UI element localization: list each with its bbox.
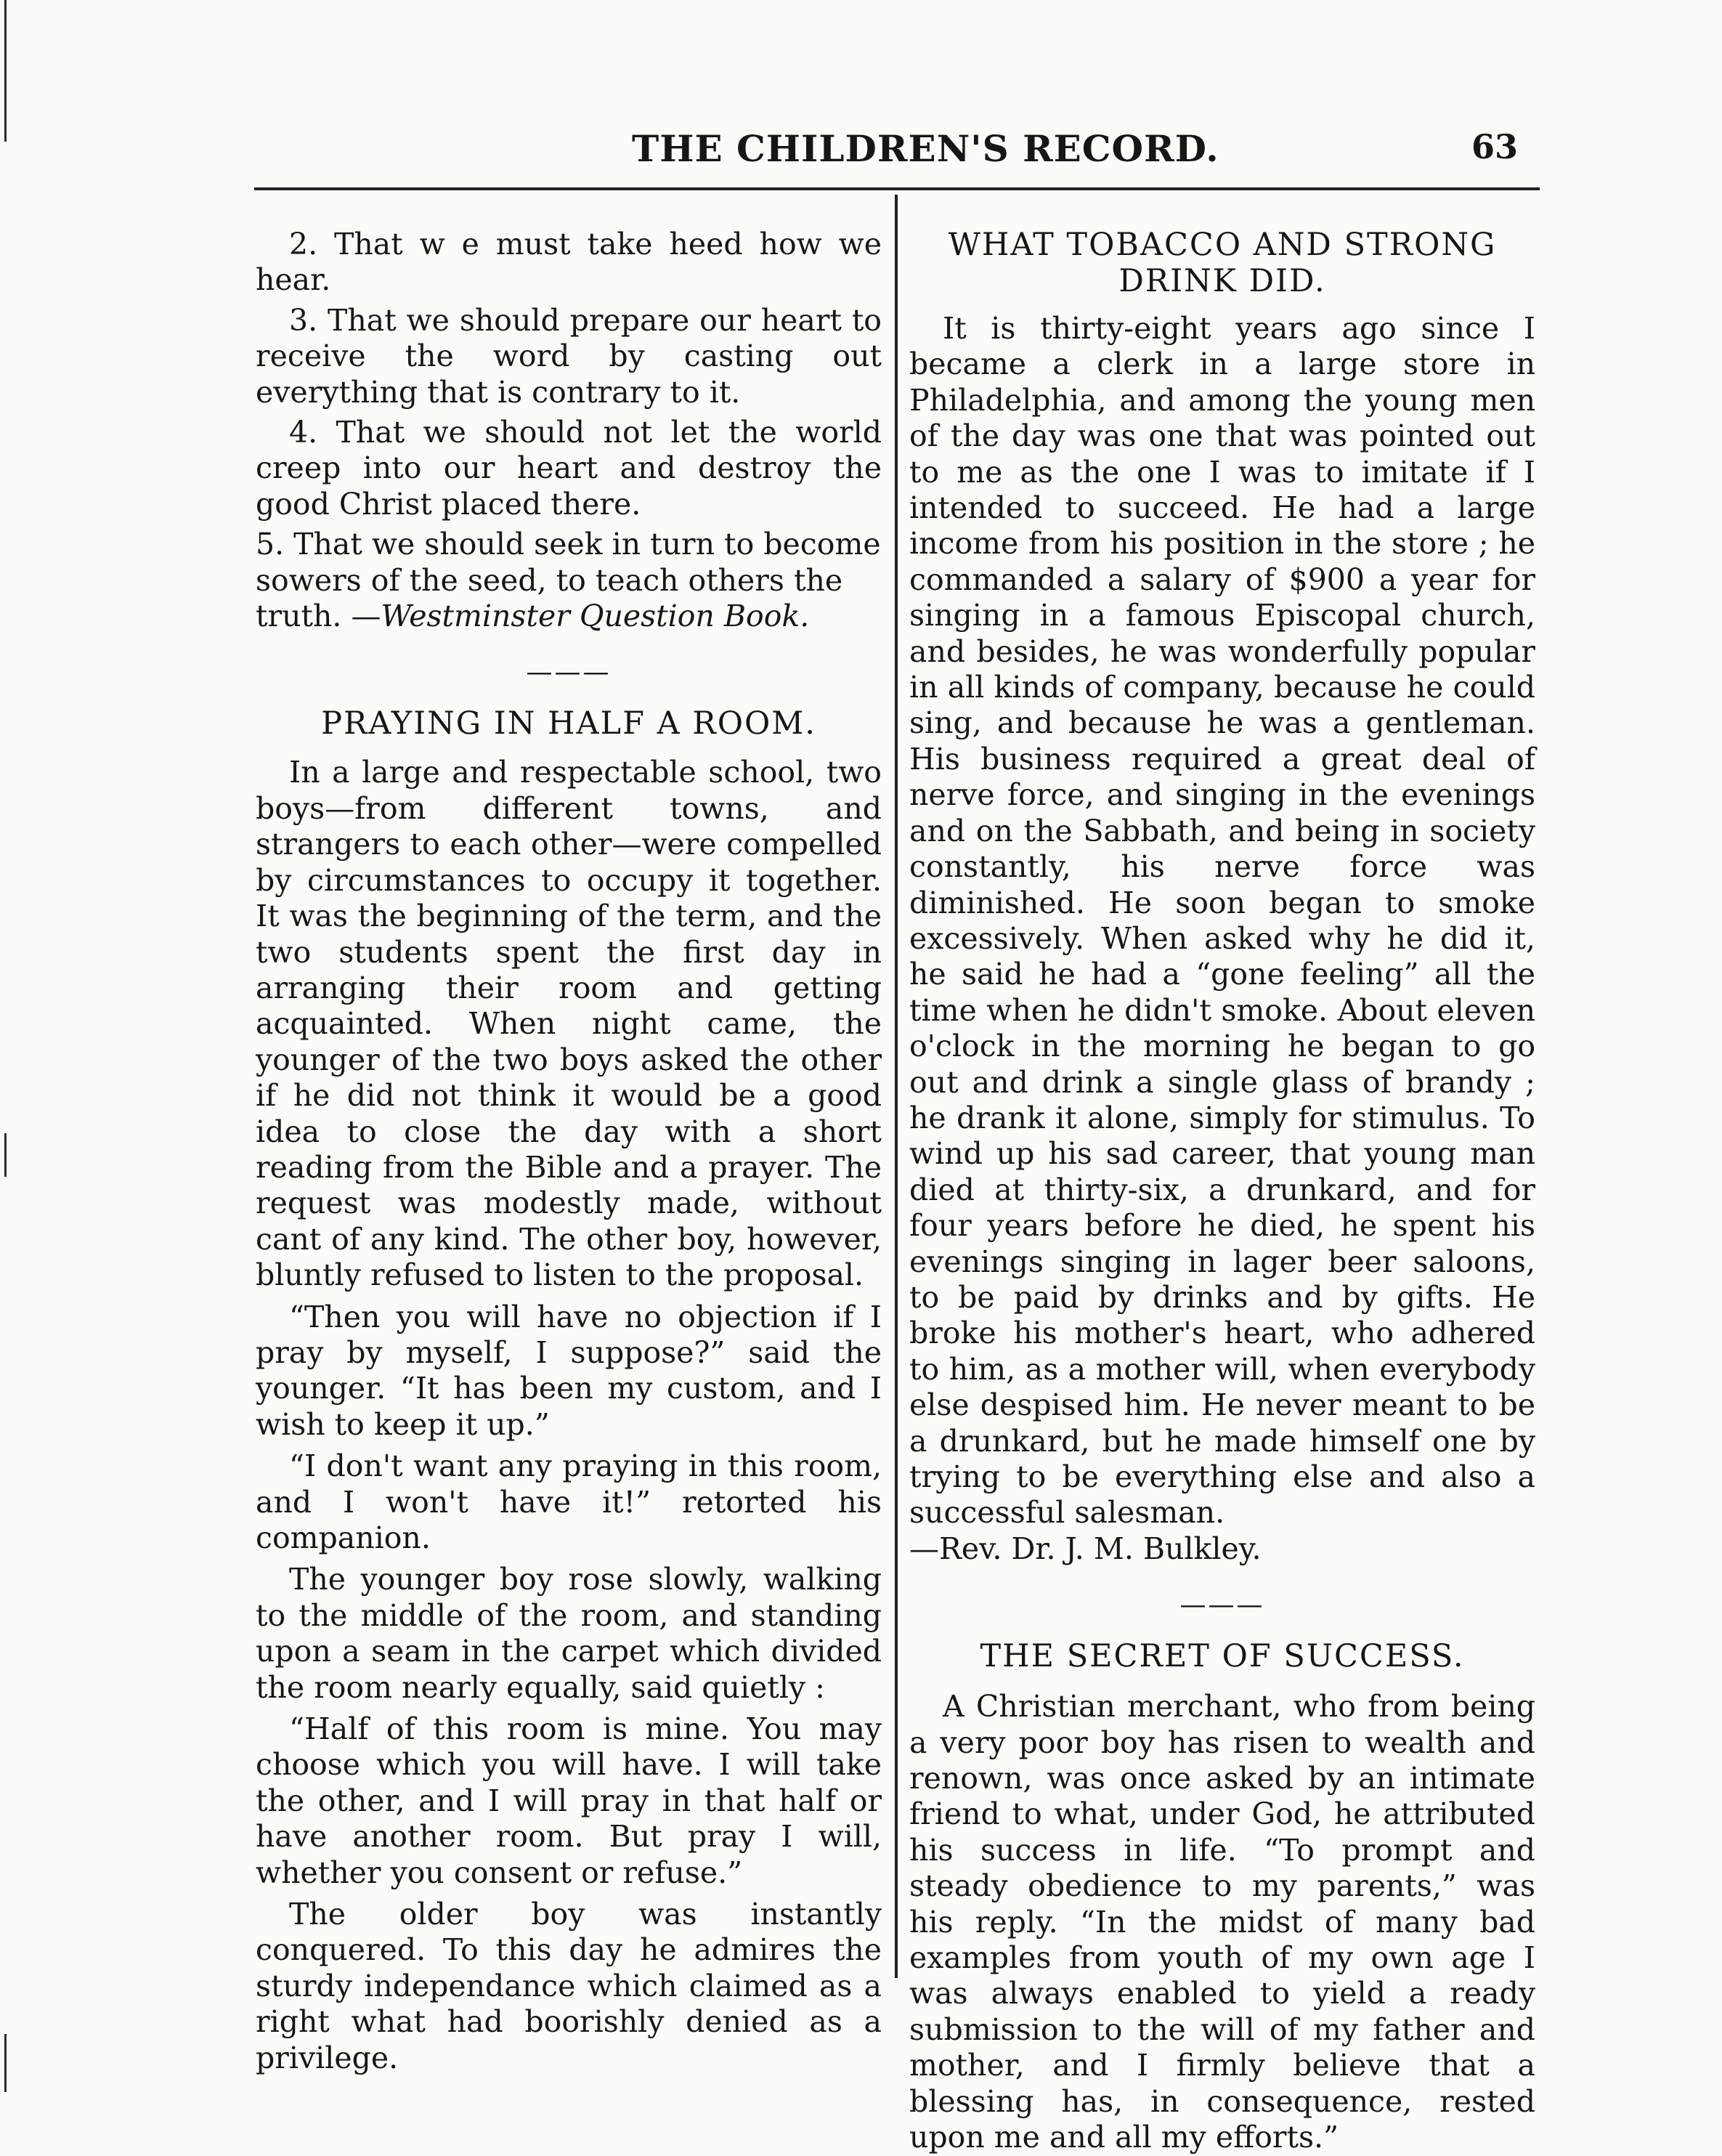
article-title: PRAYING IN HALF A ROOM.	[321, 705, 816, 742]
article-paragraph: The older boy was instantly conquered. To this day he admires the sturdy independance which claimed as a right what had boorishly denied as a privilege.	[256, 1897, 882, 2075]
column-divider	[895, 195, 898, 1978]
source-credit: —Westminster Question Book.	[351, 599, 810, 634]
scan-edge-mark	[4, 1133, 7, 1177]
running-title: THE CHILDREN'S RECORD.	[632, 127, 1219, 170]
scan-edge-mark	[4, 2034, 7, 2092]
section-separator: ———	[526, 657, 612, 688]
page-number: 63	[1471, 127, 1518, 166]
left-column	[256, 227, 882, 2076]
article-title: WHAT TOBACCO AND STRONG DRINK DID.	[948, 227, 1497, 299]
article-paragraph: “Then you will have no objection if I pray by myself, I suppose?” said the younger. “It has been my custom, and I wish to keep it up.”	[256, 1299, 882, 1442]
right-column	[909, 227, 1535, 2156]
article-signature: —Rev. Dr. J. M. Bulkley.	[909, 1531, 1262, 1566]
section-separator: ———	[1179, 1590, 1265, 1621]
article-paragraph: A Christian merchant, who from being a very poor boy has risen to wealth and renown, was once asked by an intimate friend to what, under God, he attributed his success in life. “To prompt and steady obedience to my parents,” was his reply. “In the midst of many bad examples from youth of my own age I was always enabled to yield a ready submission to the will of my father and mother, and I firmly believe that a blessing has, in consequence, rested upon me and all my efforts.”	[909, 1689, 1535, 2155]
article-paragraph: In a large and respectable school, two boys—from different towns, and strangers to each other—were compelled by circumstances to occupy it together. It was the beginning of the term, and the two students spent the first day in arranging their room and getting acquainted. When night came, the younger of the two boys asked the other if he did not think it would be a good idea to close the day with a short reading from the Bible and a prayer. The request was modestly made, without cant of any kind. The other boy, however, bluntly refused to listen to the proposal.	[256, 755, 882, 1293]
point-item: 2. That w e must take heed how we hear.	[256, 227, 882, 298]
page-header	[254, 127, 1540, 178]
point-item	[256, 527, 881, 633]
article-paragraph: “Half of this room is mine. You may choose which you will have. I will take the other, and I will pray in that half or have another room. But pray I will, whether you consent or refuse.”	[256, 1711, 882, 1890]
article-paragraph: It is thirty-eight years ago since I became a clerk in a large store in Philadelphia, and among the young men of the day was one that was pointed out to me as the one I was to imitate if I intended to succeed. He had a large income from his position in the store ; he commanded a salary of $900 a year for singing in a famous Episcopal church, and besides, he was wonderfully popular in all kinds of company, because he could sing, and because he was a gentleman. His business required a great deal of nerve force, and singing in the evenings and on the Sabbath, and being in society constantly, his nerve force was diminished. He soon began to smoke excessively. When asked why he did it, he said he had a “gone feeling” all the time when he didn't smoke. About eleven o'clock in the morning he began to go out and drink a single glass of brandy ; he drank it alone, simply for stimulus. To wind up his sad career, that young man died at thirty-six, a drunkard, and for four years before he died, he spent his evenings singing in lager beer saloons, to be paid by drinks and by gifts. He broke his mother's heart, who adhered to him, as a mother will, when everybody else despised him. He never meant to be a drunkard, but he made himself one by trying to be everything else and also a successful salesman.	[909, 311, 1535, 1531]
article-title: THE SECRET OF SUCCESS.	[980, 1638, 1465, 1675]
point-item: 3. That we should prepare our heart to receive the word by casting out everything that is contrary to it.	[256, 302, 882, 410]
point-text: 5. That we should seek in turn to become sowers of the seed, to teach others the truth.	[256, 527, 881, 634]
article-paragraph: “I don't want any praying in this room, and I won't have it!” retorted his companion.	[256, 1448, 882, 1555]
scan-edge-mark	[4, 0, 7, 142]
header-rule	[254, 187, 1540, 190]
point-item: 4. That we should not let the world creep into our heart and destroy the good Christ placed there.	[256, 415, 882, 522]
article-paragraph: The younger boy rose slowly, walking to the middle of the room, and standing upon a seam in the carpet which divided the room nearly equally, said quietly :	[256, 1562, 882, 1705]
